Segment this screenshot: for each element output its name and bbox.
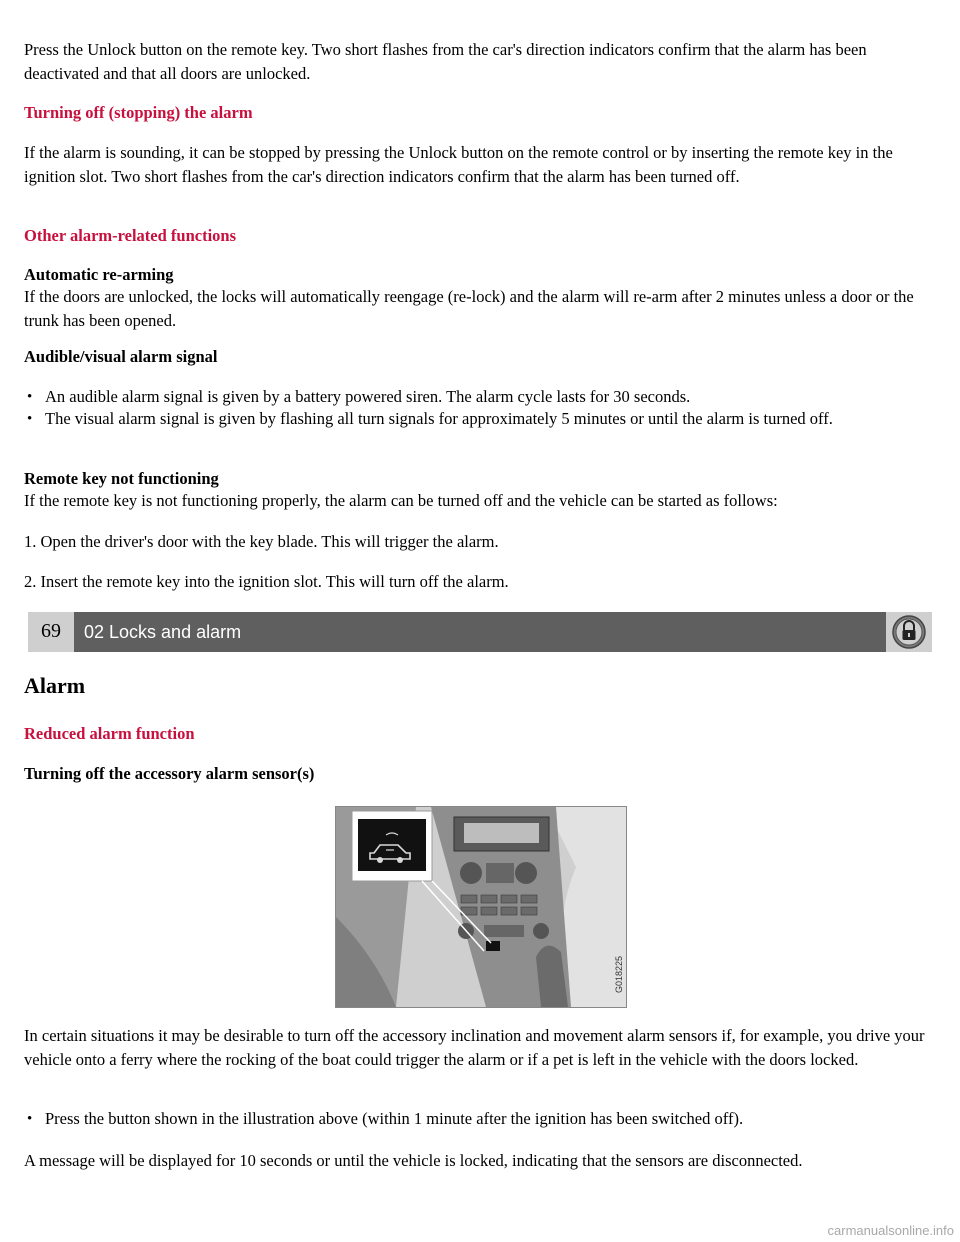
chapter-title: 02 Locks and alarm	[84, 622, 242, 642]
padlock-icon	[886, 612, 932, 652]
console-illustration	[335, 806, 627, 1008]
step-one: 1. Open the driver's door with the key blade. This will trigger the alarm.	[24, 532, 499, 551]
rearming-paragraph: If the doors are unlocked, the locks will automatically reengage (re-lock) and the alarm will re-arm after 2 minutes unless a door or the trunk has been opened.	[24, 287, 914, 330]
chapter-bar	[28, 612, 932, 652]
alarm-signal-list	[24, 386, 936, 430]
rearming-heading: Automatic re-arming	[24, 265, 174, 284]
press-list	[24, 1108, 936, 1130]
chapter-icon-box	[886, 612, 932, 652]
list-item: • An audible alarm signal is given by a battery powered siren. The alarm cycle lasts for 30 seconds.	[24, 386, 936, 408]
step-two: 2. Insert the remote key into the ignition slot. This will turn off the alarm.	[24, 572, 509, 591]
remote-key-heading: Remote key not functioning	[24, 469, 219, 488]
turning-off-paragraph: If the alarm is sounding, it can be stopped by pressing the Unlock button on the remote control or by inserting the remote key in the ignition slot. Two short flashes from the car's direction indicators confirm that the alarm has been turned off.	[24, 143, 893, 186]
unlock-paragraph: Press the Unlock button on the remote key. Two short flashes from the car's direction indicators confirm that the alarm has been deactivated and that all doors are unlocked.	[24, 40, 867, 83]
turning-off-heading: Turning off (stopping) the alarm	[24, 103, 253, 122]
reduced-alarm-heading: Reduced alarm function	[24, 724, 195, 743]
remote-key-paragraph: If the remote key is not functioning properly, the alarm can be turned off and the vehicle can be started as follows:	[24, 491, 778, 510]
alarm-signal-heading: Audible/visual alarm signal	[24, 347, 218, 366]
figure-code: G018225	[614, 955, 624, 993]
watermark: carmanualsonline.info	[827, 1223, 954, 1238]
page-title: Alarm	[24, 673, 86, 698]
situations-paragraph: In certain situations it may be desirable to turn off the accessory inclination and movement alarm sensors if, for example, you drive your vehicle onto a ferry where the rocking of the boat could trigger the alarm or if a pet is left in the vehicle with the doors locked.	[24, 1026, 925, 1069]
list-item: • The visual alarm signal is given by flashing all turn signals for approximately 5 minutes or until the alarm is turned off.	[24, 408, 936, 430]
page-number: 69	[28, 612, 74, 652]
other-functions-heading: Other alarm-related functions	[24, 226, 237, 245]
message-paragraph: A message will be displayed for 10 seconds or until the vehicle is locked, indicating that the sensors are disconnected.	[24, 1151, 803, 1170]
console-drawing	[336, 807, 626, 1007]
sensor-off-heading: Turning off the accessory alarm sensor(s)	[24, 764, 315, 783]
list-item: • Press the button shown in the illustration above (within 1 minute after the ignition has been switched off).	[24, 1108, 936, 1130]
